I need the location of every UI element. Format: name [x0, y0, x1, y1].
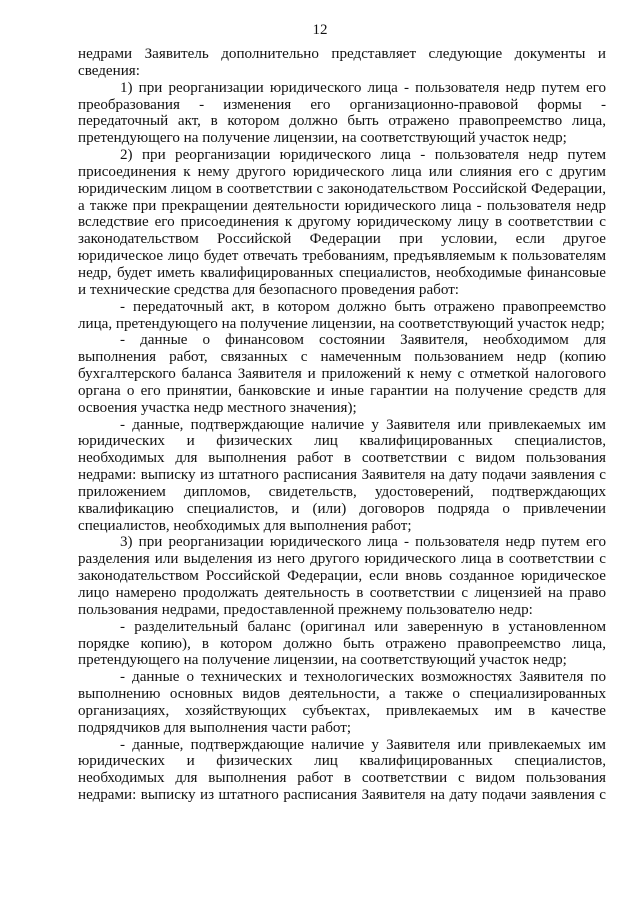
intro-paragraph: недрами Заявитель дополнительно представляет следующие документы и сведения:: [78, 46, 606, 79]
item-2-bullet-financial-data: - данные о финансовом состоянии Заявителя, необходимом для выполнения работ, связанных с намеченным пользованием недр (копию бухгалтерского баланса Заявителя и приложений к нему с отметкой налогового органа о его принятии, банковские и иные гарантии на получение средств для освоения участка недр местного значения);: [78, 332, 606, 416]
page-number: 12: [312, 22, 328, 38]
item-2-bullet-transfer-act: - передаточный акт, в котором должно быть отражено правопреемство лица, претендующего на получение лицензии, на соответствующий участок недр;: [78, 298, 606, 332]
item-3-bullet-specialists: - данные, подтверждающие наличие у Заявителя или привлекаемых им юридических и физических лиц квалифицированных специалистов, необходимых для выполнения работ в соответствии с видом пользования недрами: выписку из штатного расписания Заявителя на дату подачи заявления с: [78, 736, 606, 804]
item-1-paragraph: 1) при реорганизации юридического лица - пользователя недр путем его преобразования - изменения его организационно-правовой формы - передаточный акт, в котором должно быть отражено правопреемство лица, претендующего на получение лицензии, на соответствующий участок недр;: [78, 79, 606, 147]
item-2-bullet-specialists: - данные, подтверждающие наличие у Заявителя или привлекаемых им юридических и физических лиц квалифицированных специалистов, необходимых для выполнения работ в соответствии с видом пользования недрами: выписку из штатного расписания Заявителя на дату подачи заявления с приложением дипломов, свидетельств, удостоверений, подтверждающих квалификацию специалистов, и (или) договоров подряда о привлечении специалистов, необходимых для выполнения работ;: [78, 416, 606, 534]
item-3-bullet-separation-balance: - разделительный баланс (оригинал или заверенную в установленном порядке копию), в котором должно быть отражено правопреемство лица, претендующего на получение лицензии, на соответствующий участок недр;: [78, 618, 606, 669]
item-3-bullet-technical-capabilities: - данные о технических и технологических возможностях Заявителя по выполнению основных видов деятельности, а также о специализированных организациях, хозяйствующих субъектах, привлекаемых им в качестве подрядчиков для выполнения части работ;: [78, 669, 606, 736]
item-2-paragraph: 2) при реорганизации юридического лица - пользователя недр путем присоединения к нему другого юридического лица или слияния его с другим юридическим лицом в соответствии с законодательством Российской Федерации, а также при прекращении деятельности юридического лица - пользователя недр вследствие его присоединения к другому юридическому лицу в соответствии с законодательством Российской Федерации при условии, если другое юридическое лицо будет отвечать требованиям, предъявляемым к пользователям недр, будет иметь квалифицированных специалистов, необходимые финансовые и технические средства для безопасного проведения работ:: [78, 147, 606, 298]
item-3-paragraph: 3) при реорганизации юридического лица - пользователя недр путем его разделения или выделения из него другого юридического лица в соответствии с законодательством Российской Федерации, если вновь созданное юридическое лицо намерено продолжать деятельность в соответствии с лицензией на право пользования недрами, предоставленной прежнему пользователю недр:: [78, 534, 606, 618]
document-body: [78, 46, 606, 804]
